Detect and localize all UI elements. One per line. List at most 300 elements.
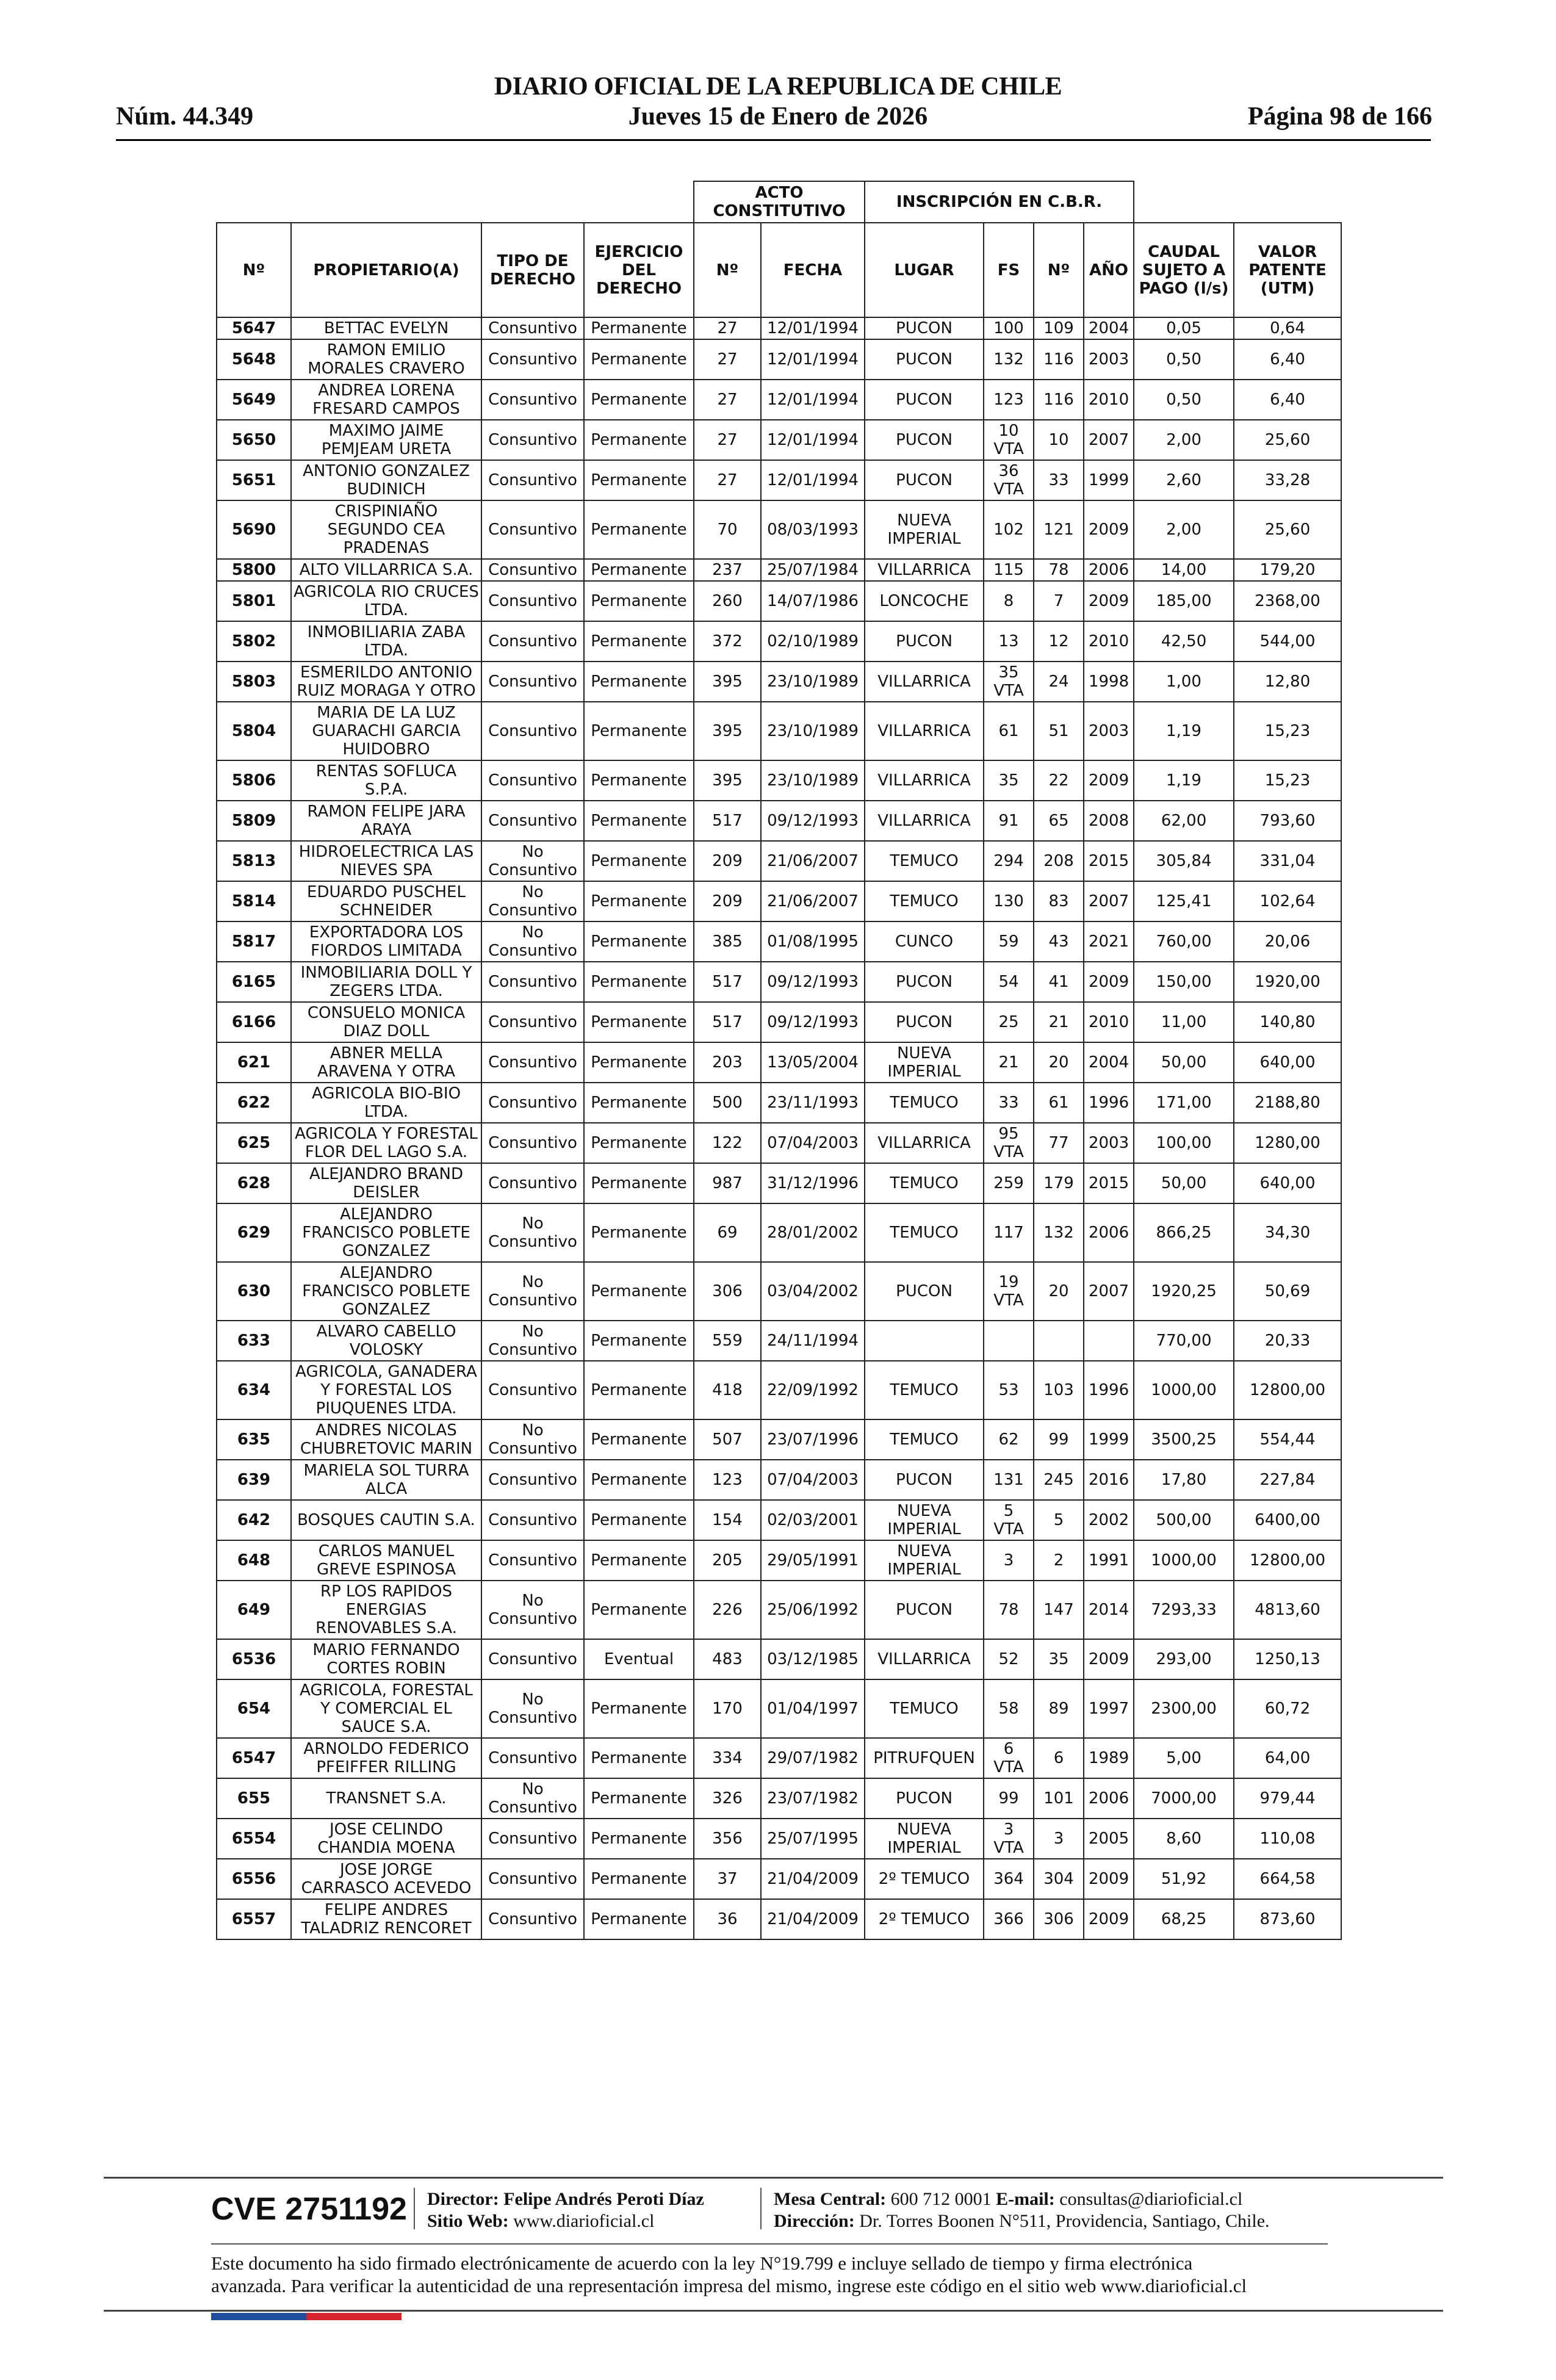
- cell-lugar: 2º TEMUCO: [865, 1899, 984, 1939]
- publication-title: DIARIO OFICIAL DE LA REPUBLICA DE CHILE: [494, 73, 1062, 101]
- cell-fecha: 22/09/1992: [761, 1361, 865, 1419]
- cell-fs: 58: [984, 1679, 1034, 1738]
- table-row: [217, 760, 1341, 801]
- cell-acto-numero: 395: [694, 702, 761, 760]
- cell-caudal: 0,50: [1134, 380, 1234, 420]
- cell-numero: 5813: [217, 841, 291, 881]
- table-row: [217, 1321, 1341, 1361]
- cell-fecha: 12/01/1994: [761, 339, 865, 380]
- cell-acto-numero: 203: [694, 1042, 761, 1083]
- cell-tipo-derecho: Consuntivo: [481, 460, 584, 500]
- cell-insc-numero: 89: [1034, 1679, 1084, 1738]
- cell-insc-numero: 77: [1034, 1123, 1084, 1163]
- cell-numero: 5814: [217, 881, 291, 921]
- cell-anio: 1989: [1084, 1738, 1134, 1778]
- email-label: E-mail:: [996, 2189, 1055, 2209]
- cell-tipo-derecho: No Consuntivo: [481, 921, 584, 962]
- cell-valor-patente: 25,60: [1234, 500, 1341, 559]
- address: Dr. Torres Boonen N°511, Providencia, Santiago, Chile.: [859, 2211, 1270, 2231]
- cell-propietario: ALEJANDRO FRANCISCO POBLETE GONZALEZ: [291, 1203, 481, 1262]
- cell-insc-numero: 41: [1034, 962, 1084, 1002]
- cell-anio: 2010: [1084, 380, 1134, 420]
- cell-insc-numero: 61: [1034, 1083, 1084, 1123]
- director-name: Felipe Andrés Peroti Díaz: [503, 2189, 704, 2209]
- cell-ejercicio: Permanente: [584, 662, 694, 702]
- col-header-lugar: LUGAR: [865, 223, 984, 317]
- cell-numero: 5803: [217, 662, 291, 702]
- col-header-tipo-derecho: TIPO DE DERECHO: [481, 223, 584, 317]
- table-row: [217, 1500, 1341, 1540]
- cell-insc-numero: 116: [1034, 339, 1084, 380]
- cve-code: CVE 2751192: [211, 2191, 407, 2227]
- table-row: [217, 1778, 1341, 1819]
- cell-valor-patente: 6,40: [1234, 380, 1341, 420]
- cell-ejercicio: Permanente: [584, 1899, 694, 1939]
- cell-numero: 642: [217, 1500, 291, 1540]
- table-row: [217, 1002, 1341, 1042]
- cell-caudal: 7293,33: [1134, 1581, 1234, 1639]
- cell-tipo-derecho: Consuntivo: [481, 1460, 584, 1500]
- cell-fs: 35 VTA: [984, 662, 1034, 702]
- table-row: [217, 1419, 1341, 1460]
- cell-fs: 3: [984, 1540, 1034, 1581]
- director-label: Director:: [427, 2189, 499, 2209]
- cell-ejercicio: Permanente: [584, 1042, 694, 1083]
- table-row: [217, 1123, 1341, 1163]
- cell-numero: 5809: [217, 801, 291, 841]
- cell-ejercicio: Permanente: [584, 339, 694, 380]
- cell-valor-patente: 6,40: [1234, 339, 1341, 380]
- cell-insc-numero: 132: [1034, 1203, 1084, 1262]
- cell-lugar: VILLARRICA: [865, 662, 984, 702]
- cell-numero: 5804: [217, 702, 291, 760]
- table-row: [217, 1203, 1341, 1262]
- cell-valor-patente: 6400,00: [1234, 1500, 1341, 1540]
- cell-propietario: RP LOS RAPIDOS ENERGIAS RENOVABLES S.A.: [291, 1581, 481, 1639]
- table-row: [217, 581, 1341, 621]
- cell-lugar: VILLARRICA: [865, 1639, 984, 1679]
- cell-insc-numero: 208: [1034, 841, 1084, 881]
- table-row: [217, 921, 1341, 962]
- cell-propietario: ARNOLDO FEDERICO PFEIFFER RILLING: [291, 1738, 481, 1778]
- table-row: [217, 1540, 1341, 1581]
- cell-tipo-derecho: Consuntivo: [481, 420, 584, 460]
- cell-caudal: 62,00: [1134, 801, 1234, 841]
- cell-anio: 1998: [1084, 662, 1134, 702]
- cell-fecha: 01/04/1997: [761, 1679, 865, 1738]
- cell-caudal: 51,92: [1134, 1859, 1234, 1899]
- cell-fs: 59: [984, 921, 1034, 962]
- cell-propietario: CRISPINIAÑO SEGUNDO CEA PRADENAS: [291, 500, 481, 559]
- cell-fecha: 02/03/2001: [761, 1500, 865, 1540]
- cell-anio: 2009: [1084, 500, 1134, 559]
- cell-insc-numero: 304: [1034, 1859, 1084, 1899]
- cell-insc-numero: 99: [1034, 1419, 1084, 1460]
- cell-anio: 2014: [1084, 1581, 1134, 1639]
- cell-ejercicio: Permanente: [584, 1262, 694, 1321]
- cell-lugar: TEMUCO: [865, 1163, 984, 1203]
- table-row: [217, 559, 1341, 581]
- address-line: [774, 2210, 1270, 2232]
- cell-insc-numero: 179: [1034, 1163, 1084, 1203]
- cell-acto-numero: 36: [694, 1899, 761, 1939]
- cell-tipo-derecho: Consuntivo: [481, 801, 584, 841]
- cell-acto-numero: 27: [694, 420, 761, 460]
- cell-fecha: 03/04/2002: [761, 1262, 865, 1321]
- cell-propietario: ESMERILDO ANTONIO RUIZ MORAGA Y OTRO: [291, 662, 481, 702]
- col-header-numero: Nº: [217, 223, 291, 317]
- cell-numero: 639: [217, 1460, 291, 1500]
- cell-insc-numero: 103: [1034, 1361, 1084, 1419]
- cell-fecha: 13/05/2004: [761, 1042, 865, 1083]
- cell-fecha: 01/08/1995: [761, 921, 865, 962]
- cell-tipo-derecho: Consuntivo: [481, 1361, 584, 1419]
- cell-lugar: PUCON: [865, 1778, 984, 1819]
- footer-separator: [760, 2188, 762, 2229]
- cell-acto-numero: 205: [694, 1540, 761, 1581]
- cell-numero: 5802: [217, 621, 291, 662]
- cell-anio: 2007: [1084, 1262, 1134, 1321]
- table-row: [217, 1361, 1341, 1419]
- cell-caudal: 1,00: [1134, 662, 1234, 702]
- web-link[interactable]: www.diarioficial.cl: [513, 2211, 655, 2231]
- cell-anio: 2009: [1084, 760, 1134, 801]
- cell-fs: 115: [984, 559, 1034, 581]
- cell-tipo-derecho: No Consuntivo: [481, 1203, 584, 1262]
- cell-lugar: PUCON: [865, 339, 984, 380]
- cell-insc-numero: 5: [1034, 1500, 1084, 1540]
- cell-anio: 2010: [1084, 1002, 1134, 1042]
- issue-date: Jueves 15 de Enero de 2026: [628, 103, 928, 131]
- cell-ejercicio: Permanente: [584, 1460, 694, 1500]
- cell-caudal: 125,41: [1134, 881, 1234, 921]
- cell-anio: 2002: [1084, 1500, 1134, 1540]
- cell-numero: 655: [217, 1778, 291, 1819]
- cell-valor-patente: 20,33: [1234, 1321, 1341, 1361]
- cell-numero: 6536: [217, 1639, 291, 1679]
- water-rights-table: [216, 181, 1342, 1940]
- cell-fs: 62: [984, 1419, 1034, 1460]
- cell-acto-numero: 27: [694, 339, 761, 380]
- cell-lugar: PUCON: [865, 1002, 984, 1042]
- cell-valor-patente: 544,00: [1234, 621, 1341, 662]
- cell-tipo-derecho: No Consuntivo: [481, 1581, 584, 1639]
- cell-fs: 259: [984, 1163, 1034, 1203]
- cell-propietario: BOSQUES CAUTIN S.A.: [291, 1500, 481, 1540]
- table-row: [217, 420, 1341, 460]
- cell-lugar: [865, 1321, 984, 1361]
- table-row: [217, 801, 1341, 841]
- cell-valor-patente: 33,28: [1234, 460, 1341, 500]
- cell-anio: 2005: [1084, 1819, 1134, 1859]
- cell-caudal: 866,25: [1134, 1203, 1234, 1262]
- cell-acto-numero: 27: [694, 460, 761, 500]
- cell-caudal: 11,00: [1134, 1002, 1234, 1042]
- cell-fecha: 23/10/1989: [761, 760, 865, 801]
- cell-propietario: JOSE CELINDO CHANDIA MOENA: [291, 1819, 481, 1859]
- cell-fecha: 21/06/2007: [761, 841, 865, 881]
- cell-fecha: 21/04/2009: [761, 1899, 865, 1939]
- cell-propietario: ALVARO CABELLO VOLOSKY: [291, 1321, 481, 1361]
- cell-fs: 100: [984, 317, 1034, 339]
- table-row: [217, 1581, 1341, 1639]
- cell-insc-numero: 83: [1034, 881, 1084, 921]
- footer-divider: [104, 2177, 1443, 2179]
- cell-ejercicio: Permanente: [584, 962, 694, 1002]
- cell-fs: 99: [984, 1778, 1034, 1819]
- cell-lugar: PUCON: [865, 460, 984, 500]
- cell-tipo-derecho: No Consuntivo: [481, 1679, 584, 1738]
- col-header-propietario: PROPIETARIO(A): [291, 223, 481, 317]
- col-header-valor-patente: VALOR PATENTE (UTM): [1234, 223, 1341, 317]
- cell-propietario: ANDRES NICOLAS CHUBRETOVIC MARIN: [291, 1419, 481, 1460]
- cell-anio: 2003: [1084, 1123, 1134, 1163]
- cell-valor-patente: 12800,00: [1234, 1540, 1341, 1581]
- cell-numero: 633: [217, 1321, 291, 1361]
- col-header-anio: AÑO: [1084, 223, 1134, 317]
- cell-caudal: 8,60: [1134, 1819, 1234, 1859]
- cell-fecha: 12/01/1994: [761, 460, 865, 500]
- cell-insc-numero: 245: [1034, 1460, 1084, 1500]
- cell-ejercicio: Permanente: [584, 1083, 694, 1123]
- cell-caudal: 50,00: [1134, 1042, 1234, 1083]
- cell-propietario: EXPORTADORA LOS FIORDOS LIMITADA: [291, 921, 481, 962]
- table-row: [217, 1262, 1341, 1321]
- cell-caudal: 171,00: [1134, 1083, 1234, 1123]
- cell-acto-numero: 170: [694, 1679, 761, 1738]
- cell-ejercicio: Eventual: [584, 1639, 694, 1679]
- cell-fecha: 03/12/1985: [761, 1639, 865, 1679]
- cell-lugar: PUCON: [865, 1460, 984, 1500]
- cell-tipo-derecho: Consuntivo: [481, 1819, 584, 1859]
- cell-valor-patente: 25,60: [1234, 420, 1341, 460]
- cell-ejercicio: Permanente: [584, 317, 694, 339]
- table-body: [217, 317, 1341, 1939]
- cell-fecha: 02/10/1989: [761, 621, 865, 662]
- cell-fs: 131: [984, 1460, 1034, 1500]
- cell-insc-numero: 43: [1034, 921, 1084, 962]
- cell-insc-numero: 20: [1034, 1042, 1084, 1083]
- cell-ejercicio: Permanente: [584, 581, 694, 621]
- cell-acto-numero: 517: [694, 801, 761, 841]
- cell-propietario: INMOBILIARIA ZABA LTDA.: [291, 621, 481, 662]
- cell-fecha: 09/12/1993: [761, 962, 865, 1002]
- table-row: [217, 1679, 1341, 1738]
- group-header-inscripcion: INSCRIPCIÓN EN C.B.R.: [865, 181, 1134, 223]
- cell-fs: 61: [984, 702, 1034, 760]
- cell-insc-numero: 116: [1034, 380, 1084, 420]
- cell-acto-numero: 385: [694, 921, 761, 962]
- cell-propietario: RAMON FELIPE JARA ARAYA: [291, 801, 481, 841]
- cell-caudal: 1000,00: [1134, 1540, 1234, 1581]
- table-row: [217, 460, 1341, 500]
- cell-insc-numero: 6: [1034, 1738, 1084, 1778]
- cell-anio: 2007: [1084, 881, 1134, 921]
- cell-acto-numero: 70: [694, 500, 761, 559]
- cell-insc-numero: 65: [1034, 801, 1084, 841]
- cell-ejercicio: Permanente: [584, 1819, 694, 1859]
- cell-fecha: 23/07/1982: [761, 1778, 865, 1819]
- cell-lugar: TEMUCO: [865, 1679, 984, 1738]
- cell-numero: 629: [217, 1203, 291, 1262]
- cell-propietario: AGRICOLA, GANADERA Y FORESTAL LOS PIUQUENES LTDA.: [291, 1361, 481, 1419]
- cell-acto-numero: 69: [694, 1203, 761, 1262]
- cell-numero: 6554: [217, 1819, 291, 1859]
- cell-caudal: 68,25: [1134, 1899, 1234, 1939]
- cell-lugar: VILLARRICA: [865, 760, 984, 801]
- cell-anio: 1997: [1084, 1679, 1134, 1738]
- cell-caudal: 0,50: [1134, 339, 1234, 380]
- cell-propietario: FELIPE ANDRES TALADRIZ RENCORET: [291, 1899, 481, 1939]
- cell-propietario: ANDREA LORENA FRESARD CAMPOS: [291, 380, 481, 420]
- cell-valor-patente: 793,60: [1234, 801, 1341, 841]
- cell-propietario: EDUARDO PUSCHEL SCHNEIDER: [291, 881, 481, 921]
- cell-lugar: NUEVA IMPERIAL: [865, 1540, 984, 1581]
- cell-valor-patente: 1280,00: [1234, 1123, 1341, 1163]
- cell-tipo-derecho: Consuntivo: [481, 1639, 584, 1679]
- cell-anio: 1999: [1084, 460, 1134, 500]
- cell-valor-patente: 331,04: [1234, 841, 1341, 881]
- cell-tipo-derecho: Consuntivo: [481, 1002, 584, 1042]
- cell-anio: 2015: [1084, 841, 1134, 881]
- cell-anio: 2004: [1084, 317, 1134, 339]
- cell-insc-numero: 7: [1034, 581, 1084, 621]
- cell-acto-numero: 395: [694, 760, 761, 801]
- group-header-acto: ACTO CONSTITUTIVO: [694, 181, 865, 223]
- cell-fs: 130: [984, 881, 1034, 921]
- cell-lugar: PUCON: [865, 380, 984, 420]
- cell-fs: 54: [984, 962, 1034, 1002]
- cell-acto-numero: 334: [694, 1738, 761, 1778]
- cell-propietario: ALTO VILLARRICA S.A.: [291, 559, 481, 581]
- cell-caudal: 150,00: [1134, 962, 1234, 1002]
- cell-propietario: RENTAS SOFLUCA S.P.A.: [291, 760, 481, 801]
- cell-tipo-derecho: Consuntivo: [481, 621, 584, 662]
- cell-valor-patente: 102,64: [1234, 881, 1341, 921]
- cell-lugar: TEMUCO: [865, 1361, 984, 1419]
- cell-anio: 2006: [1084, 559, 1134, 581]
- cell-numero: 5817: [217, 921, 291, 962]
- cell-fecha: 25/07/1984: [761, 559, 865, 581]
- cell-valor-patente: 640,00: [1234, 1042, 1341, 1083]
- cell-acto-numero: 326: [694, 1778, 761, 1819]
- cell-fs: 35: [984, 760, 1034, 801]
- cell-anio: 2003: [1084, 339, 1134, 380]
- cell-propietario: JOSE JORGE CARRASCO ACEVEDO: [291, 1859, 481, 1899]
- cell-numero: 5651: [217, 460, 291, 500]
- cell-ejercicio: Permanente: [584, 559, 694, 581]
- cell-fs: 10 VTA: [984, 420, 1034, 460]
- cell-numero: 649: [217, 1581, 291, 1639]
- cell-ejercicio: Permanente: [584, 921, 694, 962]
- cell-tipo-derecho: No Consuntivo: [481, 841, 584, 881]
- email-link[interactable]: consultas@diarioficial.cl: [1059, 2189, 1243, 2209]
- cell-caudal: 760,00: [1134, 921, 1234, 962]
- cell-propietario: AGRICOLA, FORESTAL Y COMERCIAL EL SAUCE S.A.: [291, 1679, 481, 1738]
- cell-numero: 5647: [217, 317, 291, 339]
- cell-numero: 6547: [217, 1738, 291, 1778]
- cell-fs: 366: [984, 1899, 1034, 1939]
- table-row: [217, 841, 1341, 881]
- cell-numero: 6557: [217, 1899, 291, 1939]
- cell-valor-patente: 1920,00: [1234, 962, 1341, 1002]
- cell-propietario: ALEJANDRO FRANCISCO POBLETE GONZALEZ: [291, 1262, 481, 1321]
- cell-tipo-derecho: No Consuntivo: [481, 881, 584, 921]
- cell-tipo-derecho: No Consuntivo: [481, 1778, 584, 1819]
- cell-tipo-derecho: Consuntivo: [481, 1042, 584, 1083]
- cell-tipo-derecho: Consuntivo: [481, 380, 584, 420]
- address-label: Dirección:: [774, 2211, 855, 2231]
- cell-tipo-derecho: Consuntivo: [481, 1500, 584, 1540]
- cell-insc-numero: 2: [1034, 1540, 1084, 1581]
- cell-fs: 19 VTA: [984, 1262, 1034, 1321]
- cell-acto-numero: 395: [694, 662, 761, 702]
- cell-valor-patente: 15,23: [1234, 702, 1341, 760]
- table-row: [217, 1042, 1341, 1083]
- cell-propietario: RAMON EMILIO MORALES CRAVERO: [291, 339, 481, 380]
- cell-propietario: TRANSNET S.A.: [291, 1778, 481, 1819]
- table-row: [217, 339, 1341, 380]
- cell-tipo-derecho: No Consuntivo: [481, 1419, 584, 1460]
- cell-acto-numero: 372: [694, 621, 761, 662]
- page-indicator: Página 98 de 166: [1247, 103, 1432, 131]
- cell-lugar: CUNCO: [865, 921, 984, 962]
- cell-lugar: NUEVA IMPERIAL: [865, 500, 984, 559]
- cell-ejercicio: Permanente: [584, 1540, 694, 1581]
- legal-line: avanzada. Para verificar la autenticidad de una representación impresa del mismo, ingrese este código en el sitio web www.diarioficial.cl: [211, 2275, 1247, 2296]
- cell-acto-numero: 517: [694, 1002, 761, 1042]
- cell-caudal: 17,80: [1134, 1460, 1234, 1500]
- cell-fs: 33: [984, 1083, 1034, 1123]
- cell-ejercicio: Permanente: [584, 1500, 694, 1540]
- cell-numero: 5648: [217, 339, 291, 380]
- table-row: [217, 317, 1341, 339]
- cell-fecha: 07/04/2003: [761, 1460, 865, 1500]
- cell-tipo-derecho: Consuntivo: [481, 1899, 584, 1939]
- cell-lugar: VILLARRICA: [865, 801, 984, 841]
- cell-lugar: TEMUCO: [865, 1419, 984, 1460]
- cell-fecha: 25/06/1992: [761, 1581, 865, 1639]
- contact-line: [774, 2188, 1270, 2210]
- cell-fecha: 28/01/2002: [761, 1203, 865, 1262]
- cell-numero: 5801: [217, 581, 291, 621]
- cell-numero: 5690: [217, 500, 291, 559]
- cell-valor-patente: 20,06: [1234, 921, 1341, 962]
- cell-caudal: 14,00: [1134, 559, 1234, 581]
- cell-numero: 6556: [217, 1859, 291, 1899]
- cell-insc-numero: 109: [1034, 317, 1084, 339]
- cell-ejercicio: Permanente: [584, 841, 694, 881]
- cell-fecha: 31/12/1996: [761, 1163, 865, 1203]
- cell-acto-numero: 209: [694, 841, 761, 881]
- cell-fecha: 14/07/1986: [761, 581, 865, 621]
- cell-fs: 102: [984, 500, 1034, 559]
- cell-insc-numero: [1034, 1321, 1084, 1361]
- mesa-label: Mesa Central:: [774, 2189, 887, 2209]
- cell-propietario: INMOBILIARIA DOLL Y ZEGERS LTDA.: [291, 962, 481, 1002]
- cell-fecha: 08/03/1993: [761, 500, 865, 559]
- cell-caudal: 1,19: [1134, 760, 1234, 801]
- cell-caudal: 2300,00: [1134, 1679, 1234, 1738]
- cell-fs: 21: [984, 1042, 1034, 1083]
- table-row: [217, 1163, 1341, 1203]
- legal-line: Este documento ha sido firmado electrónicamente de acuerdo con la ley N°19.799 e incluye sellado de tiempo y firma electrónica: [211, 2252, 1193, 2274]
- cell-insc-numero: 3: [1034, 1819, 1084, 1859]
- cell-ejercicio: Permanente: [584, 420, 694, 460]
- cell-acto-numero: 123: [694, 1460, 761, 1500]
- table-row: [217, 621, 1341, 662]
- cell-propietario: CARLOS MANUEL GREVE ESPINOSA: [291, 1540, 481, 1581]
